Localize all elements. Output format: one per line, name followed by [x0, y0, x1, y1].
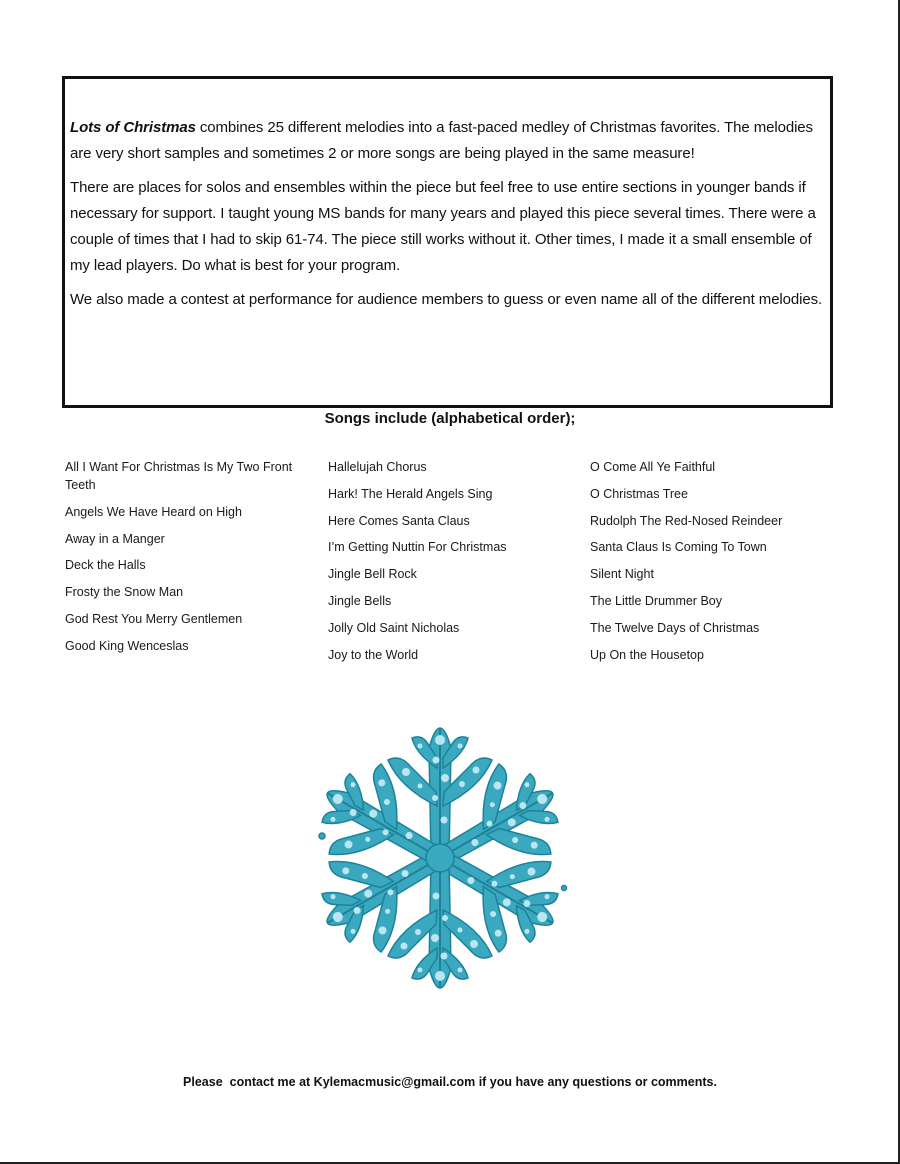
- song-item: The Little Drummer Boy: [590, 593, 722, 608]
- song-item: O Come All Ye Faithful: [590, 460, 716, 474]
- notes-paragraph-2: There are places for solos and ensembles within the piece but feel free to use entire sections in younger bands if necessary for support. I taught young MS bands for many years and played this piece several times. There were a couple of times that I had to skip 61-74. The piece still works without it. Other times, I made it a small ensemble of my lead players. Do what is best for your program.: [70, 179, 816, 274]
- performance-notes-box: [62, 76, 833, 408]
- song-item: Here Comes Santa Claus: [328, 513, 470, 528]
- song-item: Joy to the World: [328, 647, 419, 662]
- song-item: Hallelujah Chorus: [328, 460, 427, 474]
- song-item: Silent Night: [590, 567, 654, 582]
- song-item: Jingle Bell Rock: [328, 567, 417, 582]
- song-item: Away in a Manger: [65, 531, 165, 546]
- song-list-column-2: [328, 458, 583, 672]
- song-item: Frosty the Snow Man: [65, 585, 184, 600]
- contact-line: Please contact me at Kylemacmusic@gmail.com if you have any questions or comments.: [183, 1075, 717, 1089]
- song-item: God Rest You Merry Gentlemen: [65, 611, 243, 626]
- song-item: Jingle Bells: [328, 593, 392, 608]
- song-item: Jolly Old Saint Nicholas: [328, 620, 460, 635]
- snowflake-icon: [300, 708, 580, 1008]
- snowflake-sparkle: [319, 833, 325, 839]
- song-list-column-1: [65, 458, 320, 664]
- snowflake-center: [426, 844, 454, 872]
- song-item: All I Want For Christmas Is My Two Front Teeth: [65, 460, 293, 492]
- piece-title: Lots of Christmas: [70, 119, 196, 136]
- notes-paragraph-1-text: combines 25 different melodies into a fast-paced medley of Christmas favorites. The melodies are very short samples and sometimes 2 or more songs are being played in the same measure!: [70, 119, 813, 162]
- snowflake-sparkle: [562, 886, 567, 891]
- song-list-column-3: [590, 458, 845, 672]
- notes-paragraph-3: We also made a contest at performance for audience members to guess or even name all of the different melodies.: [70, 291, 823, 308]
- song-item: Up On the Housetop: [590, 647, 704, 662]
- songs-heading: Songs include (alphabetical order);: [324, 410, 576, 427]
- song-item: I’m Getting Nuttin For Christmas: [328, 540, 507, 555]
- song-item: Hark! The Herald Angels Sing: [328, 486, 493, 501]
- notes-paragraph-1: [70, 115, 826, 167]
- song-item: Santa Claus Is Coming To Town: [590, 540, 767, 555]
- song-item: O Christmas Tree: [590, 486, 688, 501]
- song-item: Deck the Halls: [65, 558, 146, 573]
- song-item: Good King Wenceslas: [65, 638, 189, 653]
- song-item: Angels We Have Heard on High: [65, 504, 242, 519]
- song-item: Rudolph The Red-Nosed Reindeer: [590, 513, 783, 528]
- song-item: The Twelve Days of Christmas: [590, 620, 760, 635]
